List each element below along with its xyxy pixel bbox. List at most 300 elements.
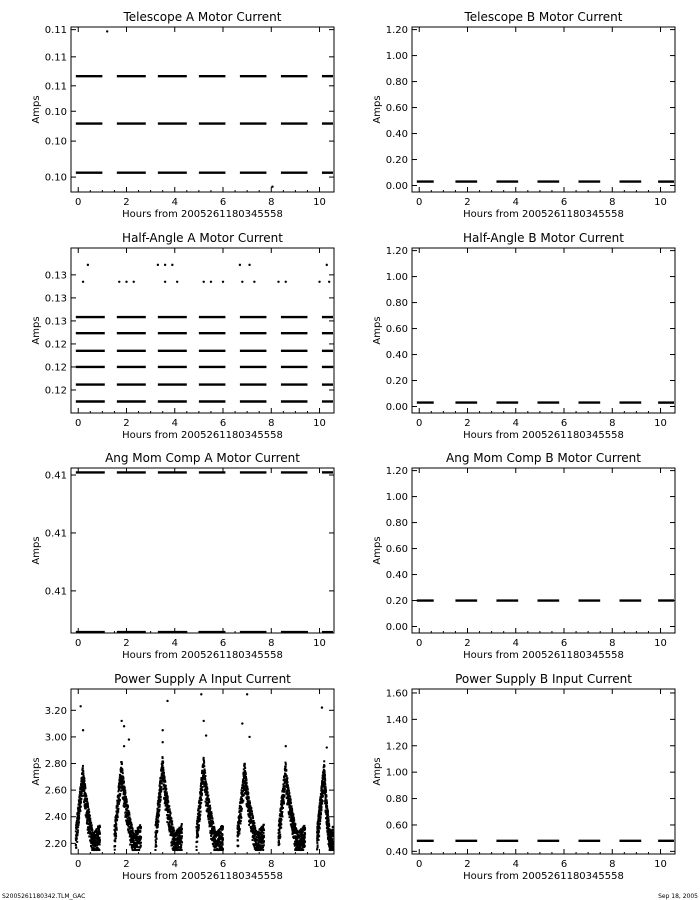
psA-point [82,767,84,769]
psA-point [317,844,319,846]
psA-point [126,799,128,801]
psA-point [117,808,119,810]
psA-xtick-label-4: 8 [268,859,275,870]
psA-point [122,772,124,774]
psA-point [76,841,78,843]
psA-point [140,845,142,847]
psA-point [287,785,289,787]
psA-point [222,839,224,841]
psA-point [279,831,281,833]
amB-xlabel: Hours from 2005261180345558 [463,650,624,661]
telA-point-0 [106,30,108,32]
amA-chart [31,451,334,661]
psA-point [163,772,165,774]
psA-point [240,813,242,815]
psA-point [245,776,247,778]
psA-point [88,808,90,810]
psA-point-8 [166,700,168,702]
psA-point [118,803,120,805]
psA-point [242,787,244,789]
psA-point [304,837,306,839]
psA-point [209,805,211,807]
psA-point [169,808,171,810]
haA-point-11 [210,281,212,283]
psA-point [263,824,265,826]
psA-point [291,809,293,811]
amB-xtick-label-2: 4 [512,638,519,649]
telB-xtick-label-1: 2 [464,197,471,208]
telB-xtick-label-0: 0 [416,197,423,208]
psA-point [82,765,84,767]
psA-point [278,843,280,845]
psA-point [213,827,215,829]
psA-point [246,779,248,781]
psB-xtick-label-0: 0 [416,859,423,870]
psA-point [156,808,158,810]
amB-ytick-label-6: 1.20 [385,466,408,478]
psB-ytick-label-0: 0.40 [385,846,408,858]
telB-xtick-label-2: 4 [512,197,519,208]
psA-point [237,845,239,847]
psA-point [198,827,200,829]
haA-point-13 [239,264,241,266]
psA-point [254,827,256,829]
telB-ytick-label-5: 1.00 [385,51,408,63]
psB-chart [372,672,675,882]
psA-point [332,841,334,843]
psA-point [323,760,325,762]
psA-point [253,822,255,824]
psA-ytick-label-1: 2.40 [44,812,67,824]
psA-point [116,827,118,829]
psA-point [170,812,172,814]
psA-point [120,790,122,792]
psA-point [222,849,224,851]
psA-point [124,787,126,789]
psA-point [80,801,82,803]
psA-point [222,844,224,846]
psA-point-2 [120,720,122,722]
psA-point [89,815,91,817]
psA-point [121,763,123,765]
haB-chart [372,231,675,441]
psA-point [181,841,183,843]
psA-point [79,810,81,812]
psA-point [289,796,291,798]
psA-point [288,792,290,794]
amB-ytick-label-5: 1.00 [385,492,408,504]
psA-point [318,835,320,837]
psA-point [326,802,328,804]
haA-frame [71,248,334,413]
psA-point [320,809,322,811]
amA-ytick-label-2: 0.41 [44,470,67,482]
telA-ytick-label-1: 0.10 [44,136,67,148]
psA-point [242,800,244,802]
psA-point [162,769,164,771]
haA-point-19 [326,264,328,266]
haA-point-7 [171,264,173,266]
psA-point [254,825,256,827]
psA-point [286,775,288,777]
psA-point [316,842,318,844]
haB-xtick-label-1: 2 [464,418,471,429]
psA-point [140,836,142,838]
amB-ytick-label-4: 0.80 [385,518,408,530]
amA-ytick-label-0: 0.41 [44,586,67,598]
psA-point [326,799,328,801]
psA-point [241,798,243,800]
haA-ytick-label-2: 0.12 [44,339,67,351]
psA-point [166,803,168,805]
haB-ytick-label-3: 0.60 [385,324,408,336]
haA-ylabel: Amps [31,316,42,345]
psA-point [207,792,209,794]
psA-point [199,814,201,816]
psA-point [155,845,157,847]
psA-point [139,831,141,833]
psA-point [332,835,334,837]
psA-point [123,781,125,783]
psA-point [261,844,263,846]
psA-point [247,788,249,790]
psA-point [324,772,326,774]
psA-point [162,761,164,763]
psA-point [117,805,119,807]
haA-point-2 [118,281,120,283]
psA-point [180,847,182,849]
psA-point [211,813,213,815]
psA-point [207,794,209,796]
telB-ylabel: Amps [372,95,383,124]
psA-point [253,836,255,838]
amB-title: Ang Mom Comp B Motor Current [446,451,641,465]
psA-point [115,824,117,826]
psB-xlabel: Hours from 2005261180345558 [463,871,624,882]
psA-ytick-label-2: 2.60 [44,785,67,797]
psA-point [171,824,173,826]
psA-point [161,782,163,784]
psB-xtick-label-1: 2 [464,859,471,870]
amA-xtick-label-2: 4 [171,638,178,649]
psA-point [160,799,162,801]
psB-ytick-label-1: 0.60 [385,820,408,832]
psA-point [158,815,160,817]
haA-point-12 [222,281,224,283]
psA-point [241,792,243,794]
haB-xlabel: Hours from 2005261180345558 [463,430,624,441]
psA-point [156,838,158,840]
psA-point [319,823,321,825]
psA-point [321,803,323,805]
psA-point [316,848,318,850]
psA-point [167,801,169,803]
psA-point [322,795,324,797]
psA-point [122,778,124,780]
psA-point [282,816,284,818]
haA-point-17 [277,281,279,283]
psA-point [159,793,161,795]
telB-xtick-label-3: 6 [560,197,568,208]
haA-point-4 [133,281,135,283]
psA-point [181,823,183,825]
psA-point [238,832,240,834]
psA-point [126,801,128,803]
telB-ytick-label-3: 0.60 [385,103,408,115]
psA-point [133,840,135,842]
haA-point-0 [82,281,84,283]
psA-point [172,827,174,829]
psB-ytick-label-2: 0.80 [385,794,408,806]
psA-point [127,805,129,807]
psA-point [129,818,131,820]
psA-title: Power Supply A Input Current [114,672,291,686]
psA-point [237,840,239,842]
psA-point [83,778,85,780]
psA-point [241,808,243,810]
psA-point [222,826,224,828]
psA-point [252,839,254,841]
telB-title: Telescope B Motor Current [464,10,623,24]
telA-ytick-label-4: 0.11 [44,52,67,64]
psA-point [239,822,241,824]
psA-point-9 [200,693,202,695]
psA-point [294,823,296,825]
psA-point [302,831,304,833]
psA-point-13 [246,693,248,695]
psA-point [287,781,289,783]
psA-point [304,845,306,847]
psA-point [285,770,287,772]
psA-point [78,821,80,823]
psA-point [181,832,183,834]
telA-frame [71,27,334,192]
psA-point [168,805,170,807]
telA-ytick-label-0: 0.10 [44,172,67,184]
psA-point [332,849,334,851]
psA-point [328,821,330,823]
psA-point [197,829,199,831]
psA-point [324,770,326,772]
psA-point [201,799,203,801]
psA-point [124,792,126,794]
footer-filename: S2005261180342.TLM_GAC [2,893,86,900]
psA-point [279,834,281,836]
psA-point-1 [82,729,84,731]
haA-point-10 [203,281,205,283]
haB-ylabel: Amps [372,316,383,345]
psA-point [324,783,326,785]
psA-point [252,815,254,817]
psA-point [99,826,101,828]
telA-xtick-label-0: 0 [75,197,82,208]
telA-ytick-label-2: 0.10 [44,106,67,118]
psA-point [288,790,290,792]
telA-point-1 [271,186,273,188]
haA-ytick-label-4: 0.13 [44,293,67,305]
psA-point [87,806,89,808]
haA-point-3 [125,281,127,283]
psA-point [139,824,141,826]
psA-xtick-label-5: 10 [313,859,326,870]
psA-point [203,757,205,759]
psA-point [88,811,90,813]
psA-point [244,763,246,765]
telA-xlabel: Hours from 2005261180345558 [122,209,283,220]
psB-xtick-label-4: 8 [609,859,616,870]
psA-point-16 [321,706,323,708]
psA-point [165,785,167,787]
psA-point [162,757,164,759]
psA-point [75,844,77,846]
psA-cycle-4 [236,763,265,851]
psA-point [325,790,327,792]
psA-point [91,829,93,831]
psA-point [320,814,322,816]
psA-point [280,827,282,829]
psA-point [159,806,161,808]
psA-point [239,828,241,830]
psA-point [196,841,198,843]
psA-point [262,849,264,851]
psA-cycle-6 [316,760,334,851]
haA-xtick-label-5: 10 [313,418,326,429]
psA-point [332,846,334,848]
psA-point [211,818,213,820]
amB-xtick-label-3: 6 [560,638,568,649]
psA-point [166,793,168,795]
psA-point-15 [285,745,287,747]
psA-point [78,815,80,817]
amB-ytick-label-3: 0.60 [385,544,408,556]
psA-point-10 [203,720,205,722]
psA-point [319,820,321,822]
psB-ytick-label-5: 1.40 [385,714,408,726]
telA-xtick-label-1: 2 [123,197,130,208]
haA-point-15 [241,281,243,283]
telA-xtick-label-2: 4 [171,197,178,208]
psA-point [159,804,161,806]
psA-point [327,810,329,812]
haA-point-18 [285,281,287,283]
psA-point-14 [248,736,250,738]
psA-point [82,770,84,772]
psA-cycle-1 [113,761,142,851]
psA-point [78,819,80,821]
psA-point [198,824,200,826]
amA-ylabel: Amps [31,536,42,565]
psA-point [114,840,116,842]
psA-cycle-5 [278,762,307,851]
psA-point [246,786,248,788]
psA-point [208,801,210,803]
telB-xtick-label-4: 8 [609,197,616,208]
amB-frame [412,468,675,633]
psA-point [81,793,83,795]
psA-point [162,765,164,767]
psA-point [222,842,224,844]
telB-ytick-label-0: 0.00 [385,181,408,193]
psA-point [162,767,164,769]
haB-ytick-label-2: 0.40 [385,350,408,362]
psA-point [320,816,322,818]
psA-point [288,787,290,789]
haB-ytick-label-1: 0.20 [385,376,408,388]
psA-point [322,800,324,802]
haA-title: Half-Angle A Motor Current [122,231,283,245]
psA-point [291,805,293,807]
psA-point [87,802,89,804]
psA-point [89,818,91,820]
amB-ytick-label-1: 0.20 [385,596,408,608]
haB-xtick-label-4: 8 [609,418,616,429]
telB-xlabel: Hours from 2005261180345558 [463,209,624,220]
psA-point [263,844,265,846]
psA-point [98,828,100,830]
psA-point [181,835,183,837]
haA-xtick-label-3: 6 [219,418,227,429]
psA-point [165,788,167,790]
psA-point [240,817,242,819]
psA-point [285,762,287,764]
psA-point [304,833,306,835]
psA-point [82,773,84,775]
amB-xtick-label-4: 8 [609,638,616,649]
psA-point [281,819,283,821]
psA-point [138,849,140,851]
psA-point [324,774,326,776]
psA-point [280,821,282,823]
psA-point [132,830,134,832]
psA-point [304,828,306,830]
psB-ytick-label-4: 1.20 [385,741,408,753]
telB-ytick-label-6: 1.20 [385,25,408,37]
amB-chart [372,451,675,661]
psA-point [246,782,248,784]
psA-point [286,777,288,779]
psA-point-12 [241,722,243,724]
psA-point-3 [123,725,125,727]
psA-point [157,817,159,819]
psB-ytick-label-6: 1.60 [385,688,408,700]
amB-ytick-label-0: 0.00 [385,622,408,634]
psA-point [210,835,212,837]
psB-ylabel: Amps [372,757,383,786]
psA-point [304,841,306,843]
psA-point [290,798,292,800]
psA-point [284,788,286,790]
psA-point [197,835,199,837]
psA-point [206,784,208,786]
psA-point [262,846,264,848]
psA-point [212,822,214,824]
haA-point-1 [87,264,89,266]
psA-point [324,778,326,780]
telA-xtick-label-5: 10 [313,197,326,208]
psA-point [119,799,121,801]
telA-chart [31,10,334,220]
psA-point [327,812,329,814]
amB-ytick-label-2: 0.40 [385,570,408,582]
haA-point-9 [176,281,178,283]
psA-point [318,839,320,841]
haA-point-16 [253,281,255,283]
psA-point [98,837,100,839]
psA-point [329,829,331,831]
psA-point-5 [128,738,130,740]
psA-point [263,832,265,834]
psA-point [293,817,295,819]
